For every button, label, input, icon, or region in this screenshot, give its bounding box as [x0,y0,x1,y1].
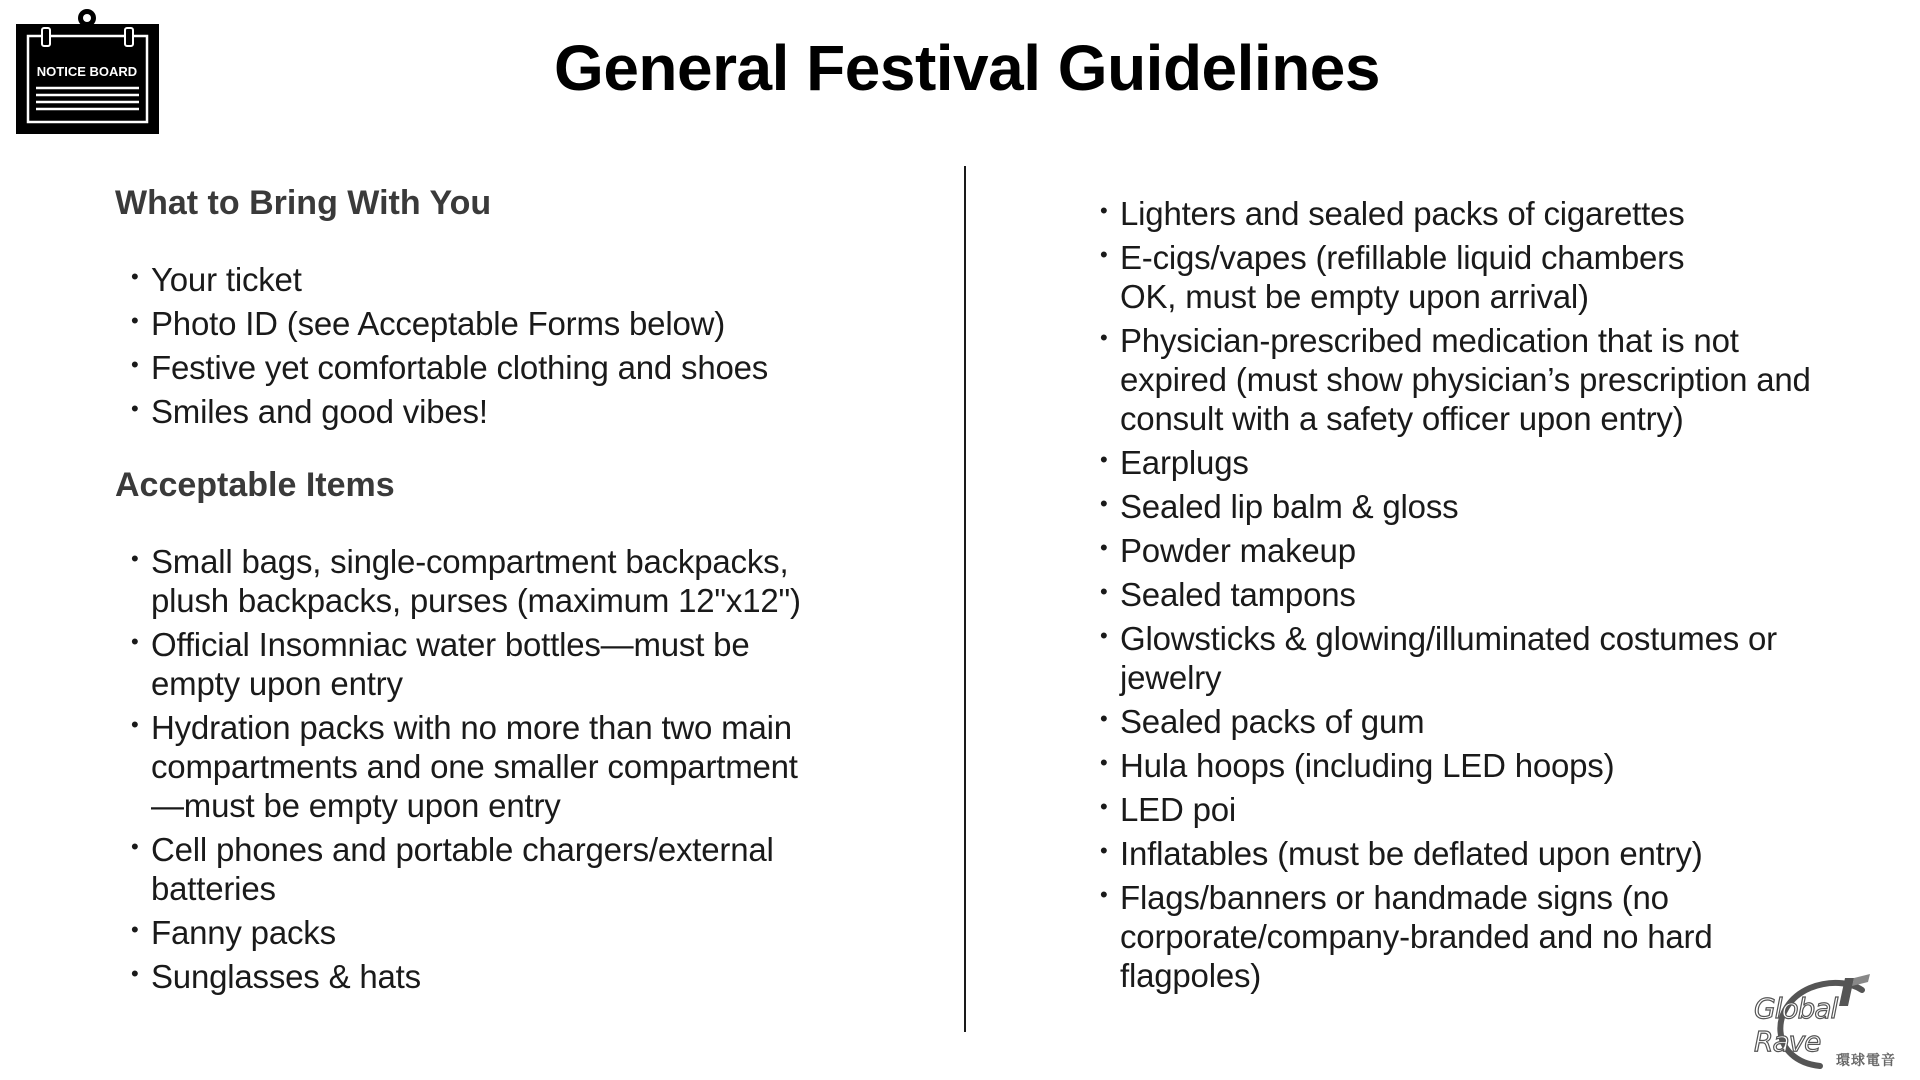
list-item: • Sealed packs of gum [1098,702,1838,741]
right-column [1098,194,1838,1000]
global-rave-logo [1750,966,1910,1076]
list-item: • Your ticket [115,260,875,299]
logo-name: Global Rave [1754,992,1838,1058]
list-item: • Sealed lip balm & gloss [1098,487,1838,526]
list-item: • Earplugs [1098,443,1838,482]
list-item: • Small bags, single-compartment backpacks, plush backpacks, purses (maximum 12"x12") [115,542,820,620]
list-item: • Photo ID (see Acceptable Forms below) [115,304,875,343]
list-item: • Inflatables (must be deflated upon entry) [1098,834,1838,873]
list-item: • Flags/banners or handmade signs (no corporate/company-branded and no hard flagpoles) [1098,878,1838,995]
logo-subtitle: 環球電音 [1836,1053,1896,1069]
list-item: • Fanny packs [115,913,820,952]
acceptable-items-list-continued [1098,194,1838,995]
list-item: • Sunglasses & hats [115,957,820,996]
list-item: • Hula hoops (including LED hoops) [1098,746,1838,785]
list-item: • Official Insomniac water bottles—must be empty upon entry [115,625,820,703]
list-item: • LED poi [1098,790,1838,829]
acceptable-items-list [115,542,820,996]
column-divider [964,166,966,1032]
section-heading-what-to-bring: What to Bring With You [115,184,492,222]
section-heading-acceptable-items: Acceptable Items [115,466,395,504]
list-item: • Sealed tampons [1098,575,1838,614]
notice-board-label: NOTICE BOARD [36,64,138,79]
list-item: • Cell phones and portable chargers/external batteries [115,830,820,908]
what-to-bring-list [115,260,875,431]
list-item: • Lighters and sealed packs of cigarettes [1098,194,1838,233]
list-item: • Hydration packs with no more than two main compartments and one smaller compartment —must be empty upon entry [115,708,820,825]
list-item: • Physician-prescribed medication that is not expired (must show physician’s prescription and consult with a safety officer upon entry) [1098,321,1838,438]
list-item: • Smiles and good vibes! [115,392,875,431]
list-item: • Glowsticks & glowing/illuminated costumes or jewelry [1098,619,1838,697]
list-item: • E-cigs/vapes (refillable liquid chambers OK, must be empty upon arrival) [1098,238,1838,316]
list-item: • Festive yet comfortable clothing and shoes [115,348,875,387]
left-column [115,180,875,1001]
page-title: General Festival Guidelines [554,32,1380,104]
list-item: • Powder makeup [1098,531,1838,570]
